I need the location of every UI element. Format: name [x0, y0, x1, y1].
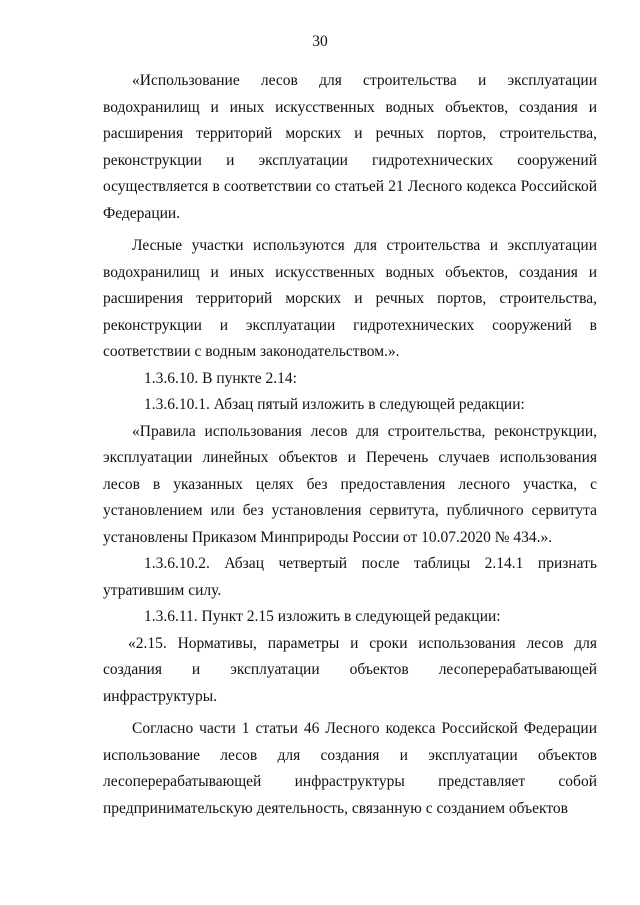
document-body [103, 68, 597, 822]
paragraph-forest-use-article-21: «Использование лесов для строительства и эксплуатации водохранилищ и иных искусственных водных объектов, создания и расширения территорий морских и речных портов, строительства, реконструкции и эксплуатации гидротехнических сооружений осуществляется в соответствии со статьей 21 Лесного кодекса Российской Федерации. [103, 72, 597, 222]
paragraph-forest-plots-water-legislation: Лесные участки используются для строительства и эксплуатации водохранилищ и иных искусственных водных объектов, создания и расширения территорий морских и речных портов, строительства, реконструкции и эксплуатации гидротехнических сооружений в соответствии с водным законодательством.». [103, 237, 597, 360]
paragraph-item-1-3-6-11: 1.3.6.11. Пункт 2.15 изложить в следующей редакции: [144, 608, 501, 625]
paragraph-linear-objects-rules: «Правила использования лесов для строительства, реконструкции, эксплуатации линейных объектов и Перечень случаев использования лесов в указанных целях без предоставления лесного участка, с установлением или без установления сервитута, публичного сервитута установлены Приказом Минприроды России от 10.07.2020 № 434.». [103, 422, 597, 546]
paragraph-article-46: Согласно части 1 статьи 46 Лесного кодекса Российской Федерации использование лесов для создания и эксплуатации объектов лесоперерабатывающей инфраструктуры представляет собой предпринимательскую деятельность, связанную с созданием объектов [103, 720, 597, 817]
paragraph-item-1-3-6-10-1: 1.3.6.10.1. Абзац пятый изложить в следующей редакции: [144, 396, 525, 413]
paragraph-item-1-3-6-10: 1.3.6.10. В пункте 2.14: [144, 369, 297, 387]
paragraph-item-2-15: «2.15. Нормативы, параметры и сроки использования лесов для создания и эксплуатации объектов лесоперерабатывающей инфраструктуры. [103, 634, 597, 705]
page-number: 30 [312, 33, 328, 50]
paragraph-item-1-3-6-10-2: 1.3.6.10.2. Абзац четвертый после таблицы 2.14.1 признать утратившим силу. [103, 555, 597, 599]
